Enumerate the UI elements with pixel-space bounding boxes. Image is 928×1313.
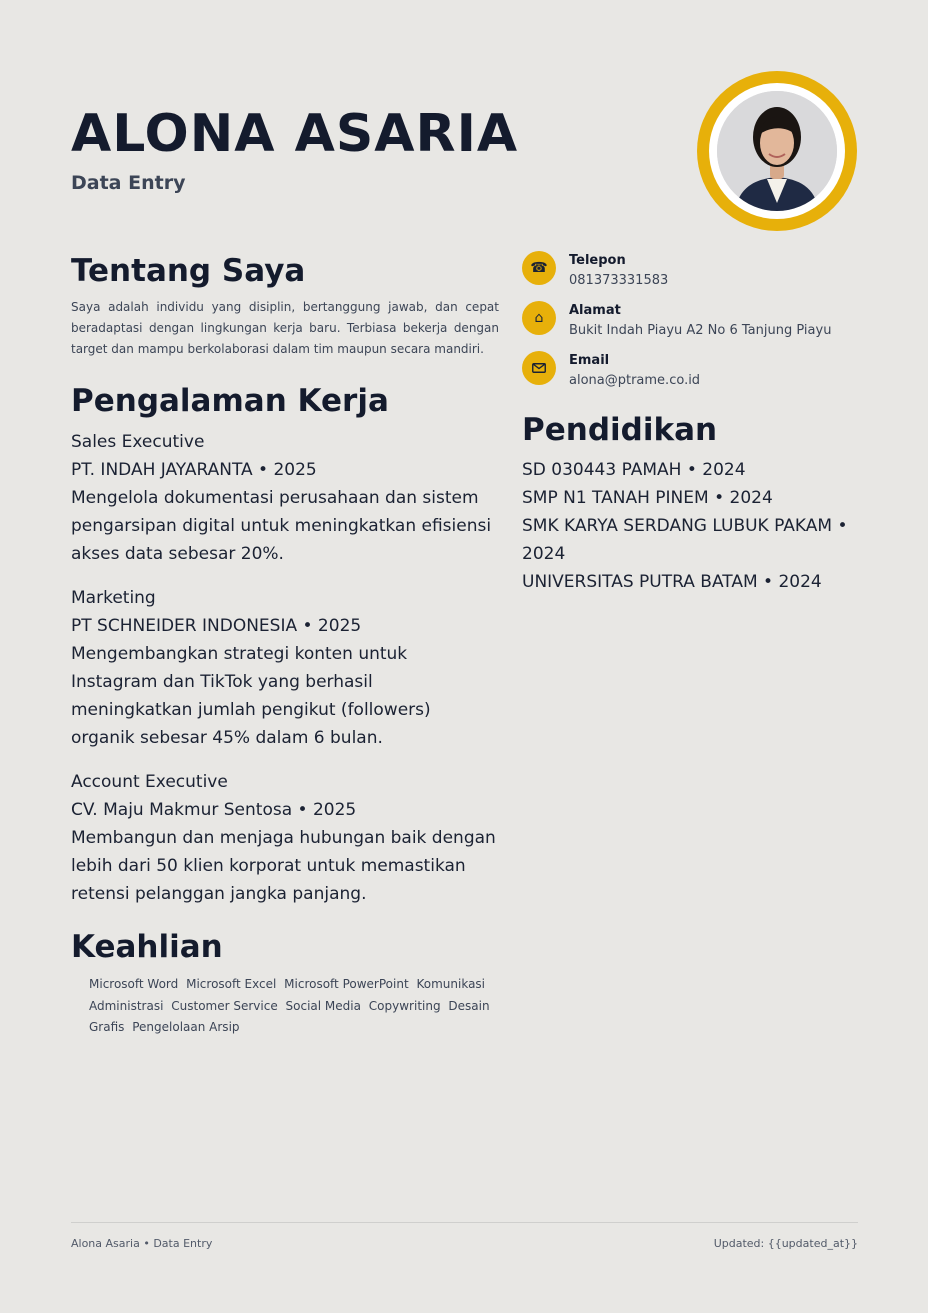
experience-item [71, 428, 499, 568]
education-item: SMK KARYA SERDANG LUBUK PAKAM • 2024 [522, 516, 848, 564]
contact-address [522, 300, 862, 350]
contact-value: alona@ptrame.co.id [569, 373, 701, 388]
about-title: Tentang Saya [71, 253, 306, 289]
experience-item [71, 584, 499, 752]
experience-title: Pengalaman Kerja [71, 383, 389, 419]
job-company: PT SCHNEIDER INDONESIA • 2025 [71, 616, 362, 636]
contact-email [522, 350, 862, 400]
candidate-name: ALONA ASARIA [71, 104, 519, 164]
phone-icon: ☎ [522, 251, 556, 285]
skill-item: Komunikasi [416, 977, 486, 991]
job-company: CV. Maju Makmur Sentosa • 2025 [71, 800, 357, 820]
skill-item: Desain Grafis [89, 998, 490, 1034]
contact-value: Bukit Indah Piayu A2 No 6 Tanjung Piayu [569, 323, 832, 338]
footer-divider [71, 1222, 858, 1223]
about-text: Saya adalah individu yang disiplin, bertanggung jawab, dan cepat beradaptasi dengan lingkungan kerja baru. Terbiasa bekerja dengan target dan mampu berkolaborasi dalam tim maupun secara mandiri. [71, 300, 499, 356]
education-list [522, 456, 862, 596]
contact-label: Email [569, 353, 610, 368]
contact-value: 081373331583 [569, 273, 669, 288]
job-description: Mengembangkan strategi konten untuk Instagram dan TikTok yang berhasil meningkatkan jumlah pengikut (followers) organik sebesar 45% dalam 6 bulan. [71, 644, 431, 748]
right-column [522, 250, 862, 596]
profile-photo-frame [697, 71, 857, 231]
portrait-illustration [717, 91, 837, 211]
profile-photo [717, 91, 837, 211]
contact-phone [522, 250, 862, 300]
skill-item: Microsoft PowerPoint [284, 977, 409, 991]
job-description: Mengelola dokumentasi perusahaan dan sistem pengarsipan digital untuk meningkatkan efisiensi akses data sebesar 20%. [71, 488, 492, 564]
skill-item: Pengelolaan Arsip [132, 1020, 240, 1034]
job-description: Membangun dan menjaga hubungan baik dengan lebih dari 50 klien korporat untuk memastikan retensi pelanggan jangka panjang. [71, 828, 496, 904]
education-item: SMP N1 TANAH PINEM • 2024 [522, 488, 773, 508]
footer-updated-text: Updated: {{updated_at}} [713, 1237, 858, 1250]
left-column [71, 252, 499, 1039]
skills-list [89, 974, 499, 1039]
contact-label: Telepon [569, 253, 626, 268]
skill-item: Microsoft Excel [186, 977, 277, 991]
education-item: SD 030443 PAMAH • 2024 [522, 460, 746, 480]
job-role: Marketing [71, 588, 156, 608]
education-title: Pendidikan [522, 412, 718, 448]
skill-item: Administrasi [89, 998, 164, 1013]
mail-icon [522, 351, 556, 385]
skill-item: Microsoft Word [89, 977, 179, 991]
experience-item [71, 768, 499, 908]
home-icon: ⌂ [522, 301, 556, 335]
job-company: PT. INDAH JAYARANTA • 2025 [71, 460, 317, 480]
contact-label: Alamat [569, 303, 621, 318]
job-role: Account Executive [71, 772, 228, 792]
skills-title: Keahlian [71, 929, 223, 965]
job-role: Sales Executive [71, 432, 205, 452]
skill-item: Social Media [285, 998, 361, 1013]
candidate-role: Data Entry [71, 172, 186, 194]
skill-item: Copywriting [368, 998, 441, 1013]
footer-left-text: Alona Asaria • Data Entry [71, 1237, 213, 1250]
education-item: UNIVERSITAS PUTRA BATAM • 2024 [522, 572, 822, 592]
skill-item: Customer Service [171, 998, 278, 1013]
